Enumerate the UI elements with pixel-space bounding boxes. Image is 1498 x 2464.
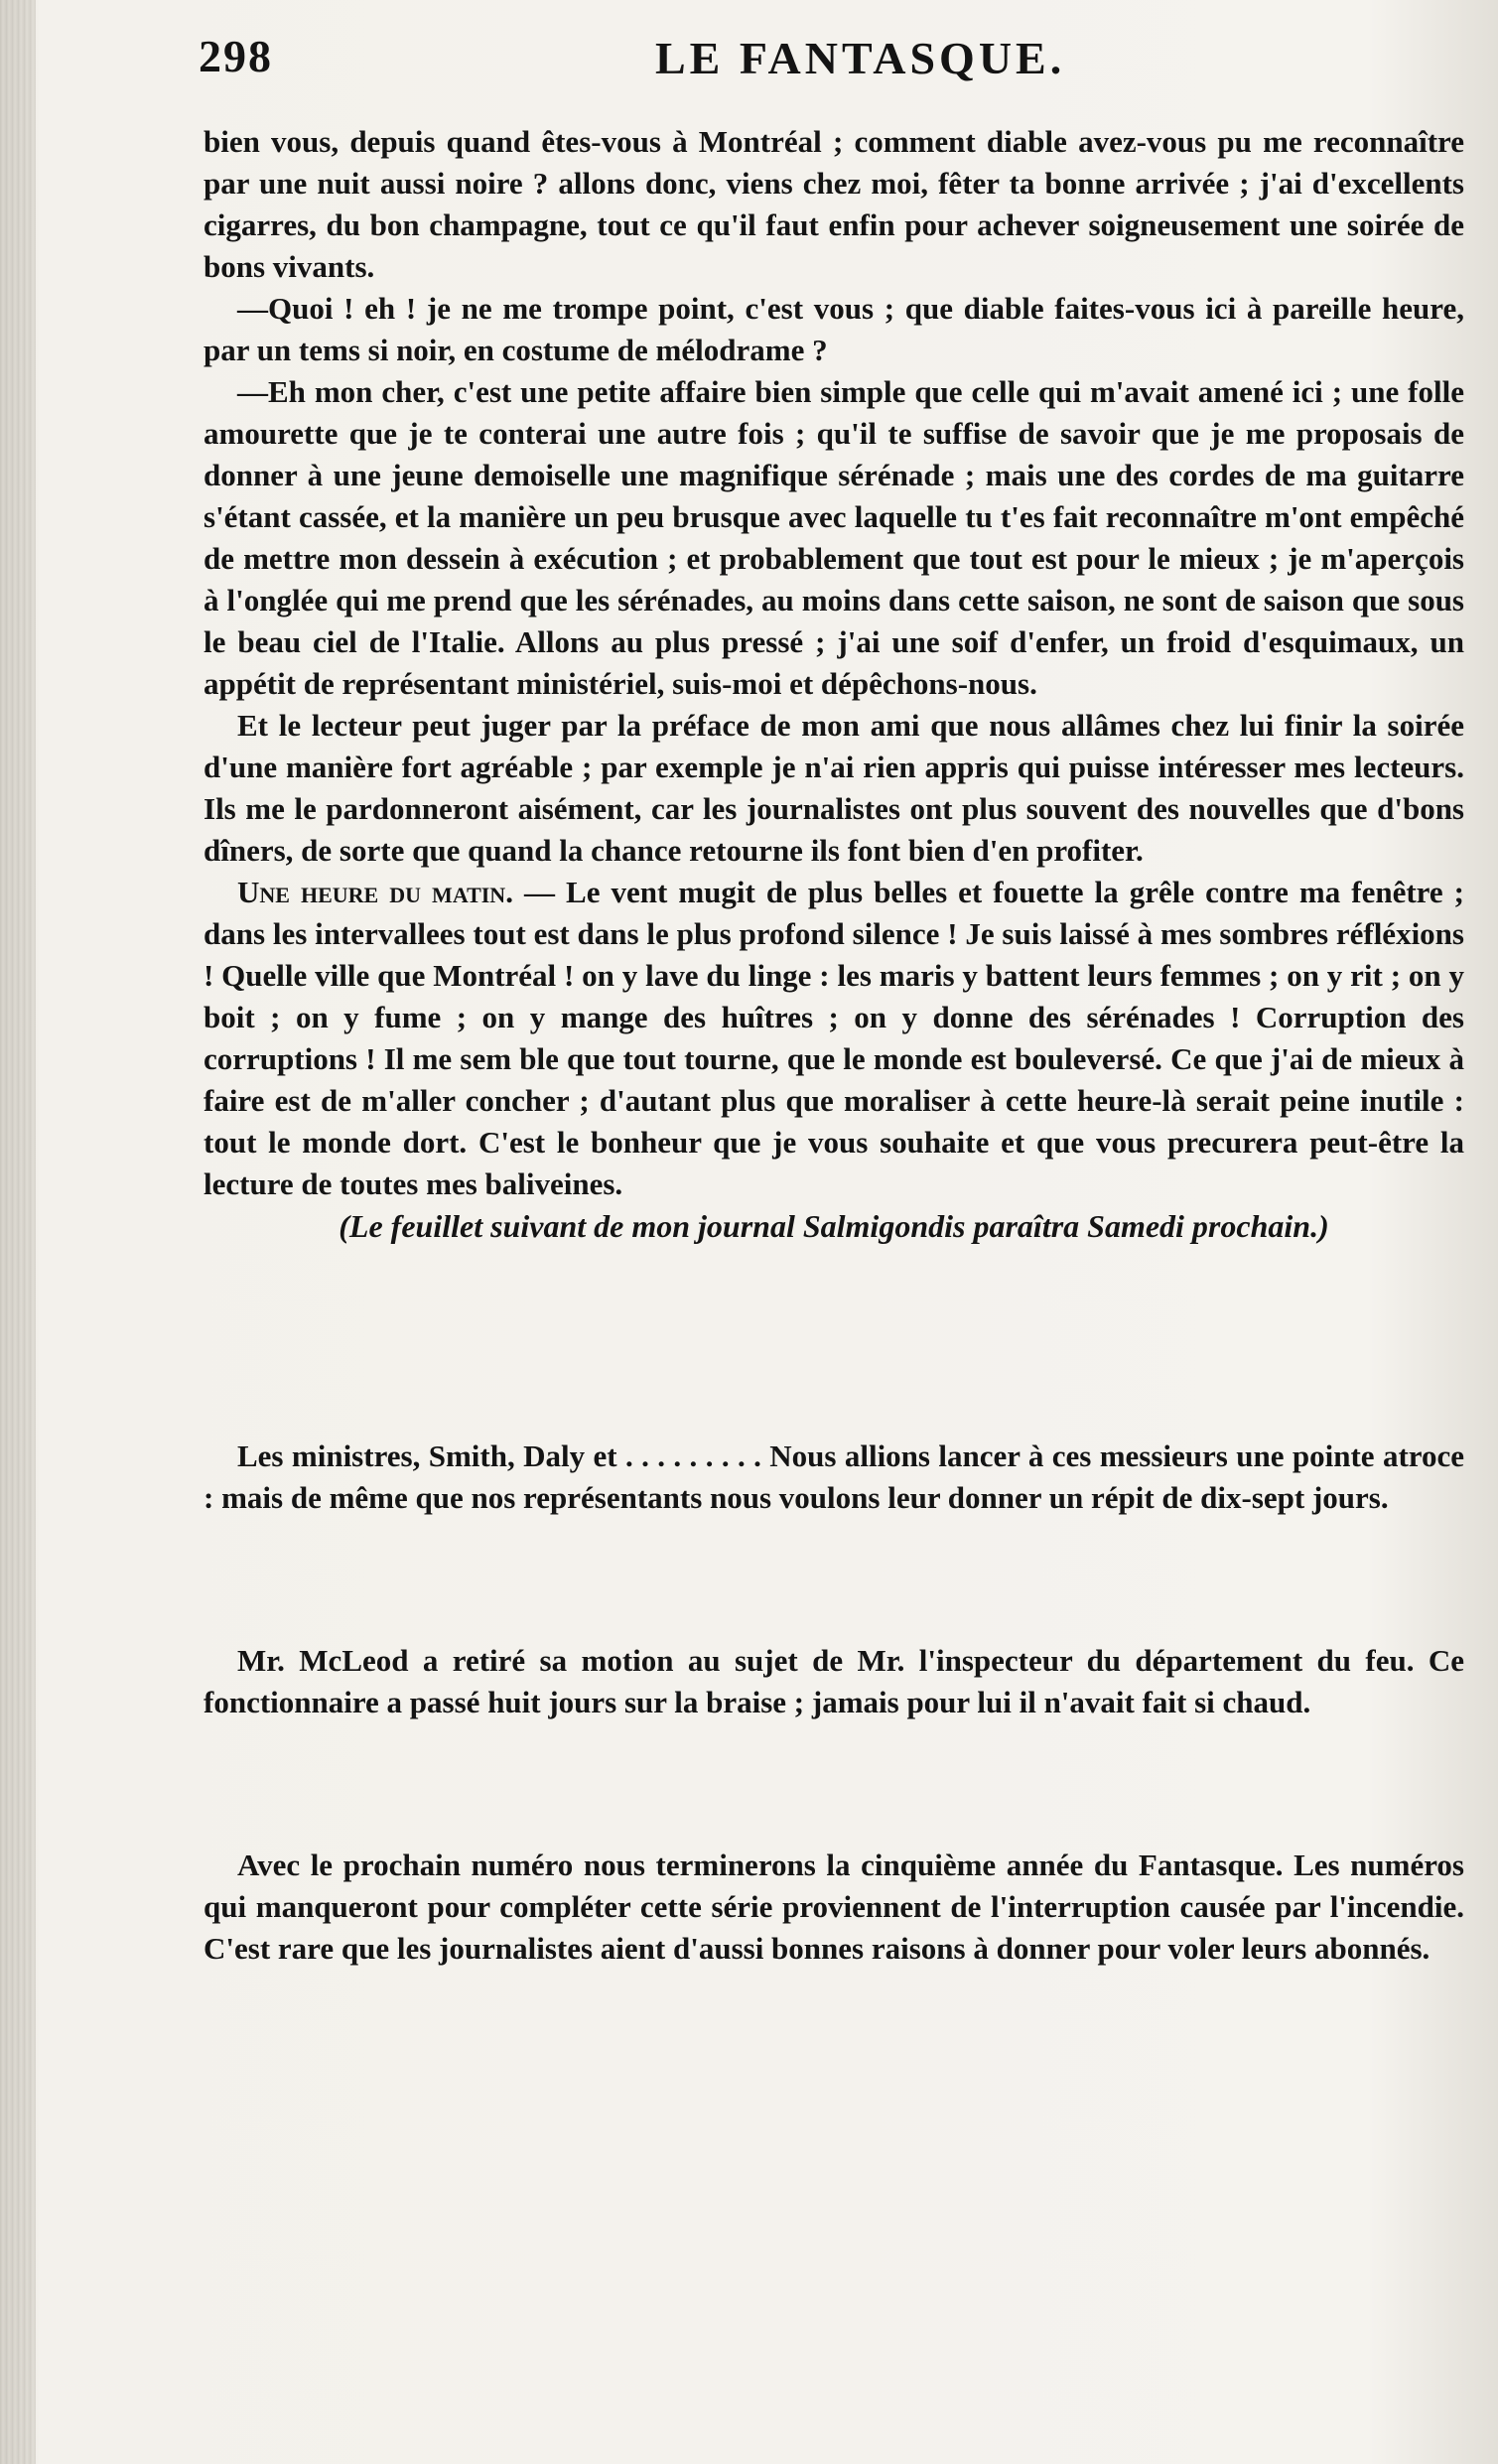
article-body (204, 121, 1464, 1970)
paragraph: Et le lecteur peut juger par la préface de mon ami que nous allâmes chez lui finir la soirée d'une manière fort agréable ; par exemple je n'ai rien appris qui puisse intéresser mes lecteurs. Ils me le pardonneront aisément, car les journalistes ont plus souvent des nouvelles que d'bons dîners, de sorte que quand la chance retourne ils font bien d'en profiter. (204, 708, 1464, 868)
time-heading: Une heure du matin. (237, 875, 513, 909)
news-item-ministers: Les ministres, Smith, Daly et . . . . . . . . . Nous allions lancer à ces messieurs une pointe atroce : mais de même que nos représentants nous voulons leur donner un répit de dix-sept jours. (204, 1438, 1464, 1515)
time-paragraph (204, 872, 1464, 1205)
paragraph: —Quoi ! eh ! je ne me trompe point, c'est vous ; que diable faites-vous ici à pareille heure, par un tems si noir, en costume de mélodrame ? (204, 291, 1464, 367)
next-issue-notice: (Le feuillet suivant de mon journal Salmigondis paraîtra Samedi prochain.) (339, 1208, 1329, 1244)
paragraph-text: — Le vent mugit de plus belles et fouette la grêle contre ma fenêtre ; dans les intervallees tout est dans le plus profond silence ! Je suis laissé à mes sombres réfléxions ! Quelle ville que Montréal ! on y lave du linge : les maris y battent leurs femmes ; on y rit ; on y boit ; on y fume ; on y mange des huîtres ; on y donne des sérénades ! Corruption des corruptions ! Il me sem ble que tout tourne, que le monde est bouleversé. Ce que j'ai de mieux à faire est de m'aller concher ; d'autant plus que moraliser à cette heure-là serait peine inutile : tout le monde dort. C'est le bonheur que je vous souhaite et que vous precurera peut-être la lecture de toutes mes baliveines. (204, 875, 1464, 1201)
page-number: 298 (199, 31, 273, 81)
paragraph: bien vous, depuis quand êtes-vous à Montréal ; comment diable avez-vous pu me reconnaître par une nuit aussi noire ? allons donc, viens chez moi, fêter ta bonne arrivée ; j'ai d'excellents cigarres, du bon champagne, tout ce qu'il faut enfin pour achever soigneusement une soirée de bons vivants. (204, 124, 1464, 284)
binding-shadow (0, 0, 36, 2464)
paragraph: —Eh mon cher, c'est une petite affaire bien simple que celle qui m'avait amené ici ; une folle amourette que je te conterai une autre fois ; qu'il te suffise de savoir que je me proposais de donner à une jeune demoiselle une magnifique sérénade ; mais une des cordes de ma guitarre s'étant cassée, et la manière un peu brusque avec laquelle tu t'es fait reconnaître m'ont empêché de mettre mon dessein à exécution ; et probablement que tout est pour le mieux ; je m'aperçois à l'onglée qui me prend que les sérénades, au moins dans cette saison, ne sont de saison que sous le beau ciel de l'Italie. Allons au plus pressé ; j'ai une soif d'enfer, un froid d'esquimaux, un appétit de représentant ministériel, suis-moi et dépêchons-nous. (204, 374, 1464, 701)
spacer (204, 1247, 1464, 1436)
spacer (204, 1723, 1464, 1845)
spacer (204, 1519, 1464, 1640)
running-head: LE FANTASQUE. (655, 33, 1066, 83)
news-item-mcleod: Mr. McLeod a retiré sa motion au sujet de Mr. l'inspecteur du département du feu. Ce fonctionnaire a passé huit jours sur la braise ; jamais pour lui il n'avait fait si chaud. (204, 1643, 1464, 1719)
news-item-fifth-year: Avec le prochain numéro nous terminerons la cinquième année du Fantasque. Les numéros qui manqueront pour compléter cette série proviennent de l'interruption causée par l'incendie. C'est rare que les journalistes aient d'aussi bonnes raisons à donner pour voler leurs abonnés. (204, 1848, 1464, 1966)
